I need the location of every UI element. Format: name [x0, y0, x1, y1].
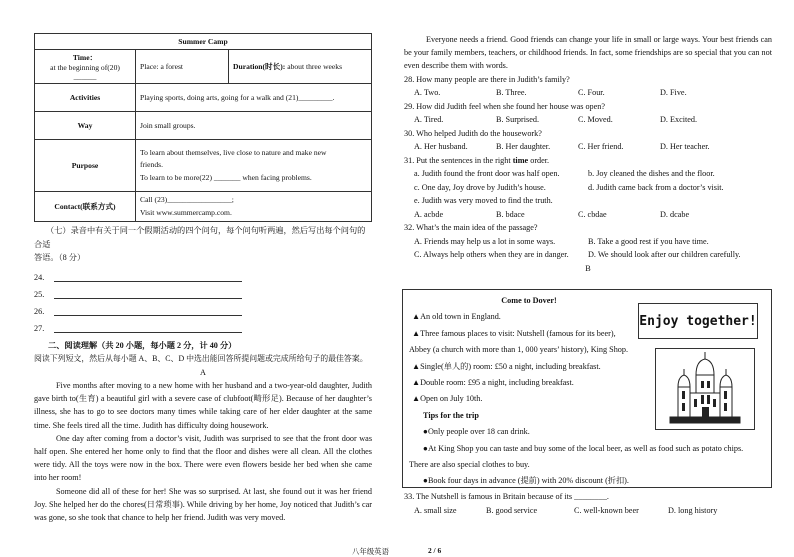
duration-value: about three weeks — [287, 62, 343, 71]
dover-line3: Abbey (a church with more than 1, 000 years’ history), King Shop. — [409, 345, 629, 355]
time-cell — [35, 50, 136, 84]
passage-a-para1: Five months after moving to a new home with her husband and a two-year-old daughter, Judith gave birth to(生育) a beautiful girl with a severe case of clubfoot(畸形足). Because of her daughter’s illness, she has to go to see doctors many times while taking care of her elder daughter at the same time. She feels tired all the time. Judith has difficulty doing housework. — [34, 381, 372, 430]
answer-line-26[interactable]: 26. — [34, 299, 372, 316]
q33-option-a[interactable]: A. small size — [414, 505, 457, 515]
q31-item-d: d. Judith came back from a doctor’s visit. — [588, 182, 724, 192]
church-illustration — [655, 348, 755, 430]
time-value: at the beginning of(20) ______ — [50, 63, 120, 81]
q29-option-a[interactable]: A. Tired. — [414, 115, 444, 125]
q30-option-d[interactable]: D. Her teacher. — [660, 142, 710, 152]
q32-option-c[interactable]: C. Always help others when they are in danger. — [414, 250, 569, 260]
purpose-cell — [136, 140, 372, 192]
dover-line2: ▲Three famous places to visit: Nutshell (famous for its beer), — [412, 328, 616, 338]
q28-option-c[interactable]: C. Four. — [578, 88, 605, 98]
dover-tips-heading: Tips for the trip — [423, 410, 479, 420]
q32-option-a[interactable]: A. Friends may help us a lot in some ways. — [414, 236, 556, 246]
q30-option-a[interactable]: A. Her husband. — [414, 142, 468, 152]
q33-option-c[interactable]: C. well-known beer — [574, 505, 639, 515]
q31-item-b: b. Joy cleaned the dishes and the floor. — [588, 169, 715, 179]
q32-options-row1 — [404, 235, 772, 249]
q31-option-c[interactable]: C. cbdae — [578, 209, 607, 219]
dover-tip2: ●At King Shop you can taste and buy some of the local beer, as well as food such as potato chips. — [423, 443, 744, 453]
passage-a-letter: A — [200, 367, 206, 377]
q32-options-row2 — [404, 248, 772, 262]
question-33-block — [404, 490, 772, 517]
q32-option-b[interactable]: B. Take a good rest if you have time. — [588, 236, 709, 246]
passage-a-para4: Everyone needs a friend. Good friends can change your life in small or large ways. Your best friends can be your family members, teachers, or childhood friends. In fact, some friendships are so special that you can not even describe them with words. — [404, 35, 772, 71]
question-32: 32. What’s the main idea of the passage? — [404, 223, 538, 233]
time-label: Time： — [72, 53, 98, 62]
question-30: 30. Who helped Judith do the housework? — [404, 128, 542, 138]
passage-b-letter: B — [585, 263, 591, 273]
q31-option-d[interactable]: D. dcabe — [660, 209, 690, 219]
contact-line1: Call (23)_________________; — [140, 195, 234, 204]
left-column — [34, 33, 372, 524]
section-7-line2: 答语。（8 分） — [34, 253, 86, 262]
dover-line1: ▲An old town in England. — [412, 312, 501, 322]
contact-label: Contact(联系方式) — [35, 192, 136, 222]
q28-option-a[interactable]: A. Two. — [414, 88, 441, 98]
q28-options — [404, 86, 772, 100]
duration-cell — [229, 50, 372, 84]
q31-items-row1 — [404, 167, 772, 181]
dover-title: Come to Dover! — [501, 296, 557, 305]
q33-option-b[interactable]: B. good service — [486, 505, 538, 515]
q31-option-a[interactable]: A. acbde — [414, 209, 444, 219]
right-column — [404, 33, 772, 275]
purpose-line2: friends. — [140, 160, 163, 170]
q29-options — [404, 113, 772, 127]
answer-line-25[interactable]: 25. — [34, 282, 372, 299]
section-2 — [34, 339, 372, 525]
dover-line6: ▲Open on July 10th. — [412, 394, 483, 404]
section-2-heading: 二、阅读理解（共 20 小题，每小题 2 分，计 40 分） — [48, 340, 237, 350]
activities-label: Activities — [35, 84, 136, 112]
q31-items-row2 — [404, 181, 772, 195]
passage-a-para2: One day after coming from a doctor’s visit, Judith was surprised to see that the front door was half open. She entered her home only to find that the floor and dishes were all clean. All the clothes were tidy. All the toys were now in the box. There were even flowers beside her bed when she came into her room! — [34, 433, 372, 483]
footer-page-number: 2 / 6 — [428, 546, 442, 555]
contact-cell — [136, 192, 372, 222]
way-label: Way — [35, 112, 136, 140]
question-33: 33. The Nutshell is famous in Britain because of its ________. — [404, 492, 609, 501]
place-value: Place: a forest — [140, 62, 184, 71]
section-7 — [34, 224, 372, 333]
purpose-label: Purpose — [35, 140, 136, 192]
q29-option-d[interactable]: D. Excited. — [660, 115, 698, 125]
purpose-line1: To learn about themselves, live close to nature and make new — [140, 147, 327, 157]
question-29: 29. How did Judith feel when she found her house was open? — [404, 101, 606, 111]
question-31: 31. Put the sentences in the right time order. — [404, 155, 550, 165]
purpose-line3: To learn to be more(22) _______ when facing problems. — [140, 172, 312, 182]
q30-options — [404, 140, 772, 154]
q31-item-a: a. Judith found the front door was half open. — [414, 169, 560, 179]
q30-option-c[interactable]: C. Her friend. — [578, 142, 624, 152]
section-7-line1: （七）录音中有关于同一个假期活动的四个问句，每个问句听两遍，然后写出每个问句的合适 — [34, 226, 366, 249]
dover-line4: ▲Single(单人的) room: £50 a night, including breakfast. — [412, 361, 601, 371]
q29-option-b[interactable]: B. Surprised. — [496, 115, 539, 125]
activities-value: Playing sports, doing arts, going for a walk and (21)_________. — [136, 84, 372, 112]
q29-option-c[interactable]: C. Moved. — [578, 115, 613, 125]
answer-line-24[interactable]: 24. — [34, 265, 372, 282]
q28-option-b[interactable]: B. Three. — [496, 88, 527, 98]
passage-a-para3: Someone did all of these for her! She was so surprised. At last, she found out it was her friend Joy. She helped her do the chores(日常琐事). While driving by her home, Joy noticed that Judith’s car was gone, so she took that chance to help her friend. Judith was very moved. — [34, 486, 372, 523]
q33-option-d[interactable]: D. long history — [668, 505, 718, 515]
q32-option-d[interactable]: D. We should look after our children carefully. — [588, 250, 741, 260]
way-value: Join small groups. — [136, 112, 372, 140]
enjoy-together-sign: Enjoy together! — [638, 303, 758, 339]
q28-option-d[interactable]: D. Five. — [660, 88, 687, 98]
footer-subject: 八年级英语 — [352, 547, 389, 556]
table-title: Summer Camp — [35, 34, 372, 50]
duration-label: Duration(时长): — [233, 62, 286, 71]
q33-options — [404, 504, 772, 518]
place-cell — [136, 50, 229, 84]
contact-line2: Visit www.summercamp.com. — [140, 207, 232, 217]
q31-item-c: c. One day, Joy drove by Judith’s house. — [414, 182, 546, 192]
dover-tip3: There are also special clothes to buy. — [409, 460, 530, 470]
summer-camp-table — [34, 33, 372, 222]
q31-options — [404, 208, 772, 222]
q31-option-b[interactable]: B. bdace — [496, 209, 525, 219]
answer-line-27[interactable]: 27. — [34, 316, 372, 333]
dover-tip1: ●Only people over 18 can drink. — [423, 427, 530, 437]
dover-tip4: ●Book four days in advance (提前) with 20% discount (折扣). — [423, 476, 629, 486]
question-28: 28. How many people are there in Judith’s family? — [404, 74, 570, 84]
dover-line5: ▲Double room: £95 a night, including breakfast. — [412, 378, 574, 388]
q31-item-e: e. Judith was very moved to find the truth. — [414, 196, 553, 206]
section-2-instruction: 阅读下列短文，然后从每小题 A、B、C、D 中选出能回答所提问题或完成所给句子的最佳答案。 — [34, 354, 368, 363]
church-icon — [656, 349, 754, 429]
q30-option-b[interactable]: B. Her daughter. — [496, 142, 551, 152]
